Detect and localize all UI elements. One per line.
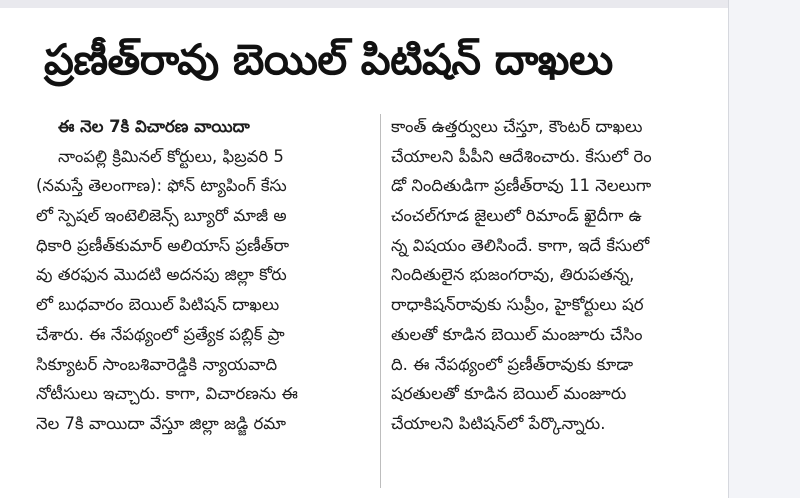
left-column [36, 112, 372, 439]
top-background-strip [0, 0, 800, 8]
column-divider [380, 114, 381, 488]
article-line: రాధాకిషన్‌రావుకు సుప్రీం, హైకోర్టులు షర [391, 295, 644, 315]
article-line: చేయాలని పిటిషన్‌లో పేర్కొన్నారు. [391, 413, 606, 433]
subheading: ఈ నెల 7కి విచారణ వాయిదా [58, 117, 250, 136]
article-line: చంచల్‌గూడ జైలులో రిమాండ్ ఖైదీగా ఉ [391, 206, 642, 226]
article-line: నెల 7కి వాయిదా వేస్తూ జిల్లా జడ్జి రమా [36, 413, 287, 433]
article-line: (నమస్తే తెలంగాణ): ఫోన్ ట్యాపింగ్ కేసు [36, 176, 287, 196]
newspaper-clipping [26, 8, 728, 498]
headline: ప్రణీత్‌రావు బెయిల్ పిటిషన్ దాఖలు [44, 35, 613, 84]
article-line: కాంత్ ఉత్తర్వులు చేస్తూ, కౌంటర్ దాఖలు [391, 117, 643, 136]
article-line: నిందితులైన భుజంగరావు, తిరుపతన్న, [391, 265, 635, 285]
article-line: న్న విషయం తెలిసిందే. కాగా, ఇదే కేసులో [391, 235, 650, 255]
article-line: వు తరఫున మొదటి అదనపు జిల్లా కోరు [36, 265, 287, 285]
article-line: డో నిందితుడిగా ప్రణీత్‌రావు 11 నెలలుగా [391, 176, 652, 196]
article-line: తులతో కూడిన బెయిల్ మంజూరు చేసిం [391, 324, 643, 344]
article-line: చేయాలని పీపీని ఆదేశించారు. కేసులో రెం [391, 146, 652, 166]
right-column [391, 112, 727, 439]
article-line: ది. ఈ నేపథ్యంలో ప్రణీత్‌రావుకు కూడా [391, 354, 634, 374]
article-line: లో స్పెషల్ ఇంటెలిజెన్స్ బ్యూరో మాజీ అ [36, 206, 287, 226]
right-background-margin [728, 0, 800, 498]
article-line: నాంపల్లి క్రిమినల్ కోర్టులు, ఫిబ్రవరి 5 [58, 146, 284, 166]
article-line: సిక్యూటర్ సాంబశివారెడ్డికి న్యాయవాది [36, 354, 278, 374]
article-line: చేశారు. ఈ నేపథ్యంలో ప్రత్యేక పబ్లిక్ ప్రా [36, 324, 285, 344]
article-line: ధికారి ప్రణీత్‌కుమార్ అలియాస్ ప్రణీత్‌రా [36, 235, 290, 255]
article-line: షరతులతో కూడిన బెయిల్ మంజూరు [391, 384, 627, 404]
article-line: నోటీసులు ఇచ్చారు. కాగా, విచారణను ఈ [36, 384, 298, 404]
article-line: లో బుధవారం బెయిల్ పిటిషన్ దాఖలు [36, 295, 280, 315]
